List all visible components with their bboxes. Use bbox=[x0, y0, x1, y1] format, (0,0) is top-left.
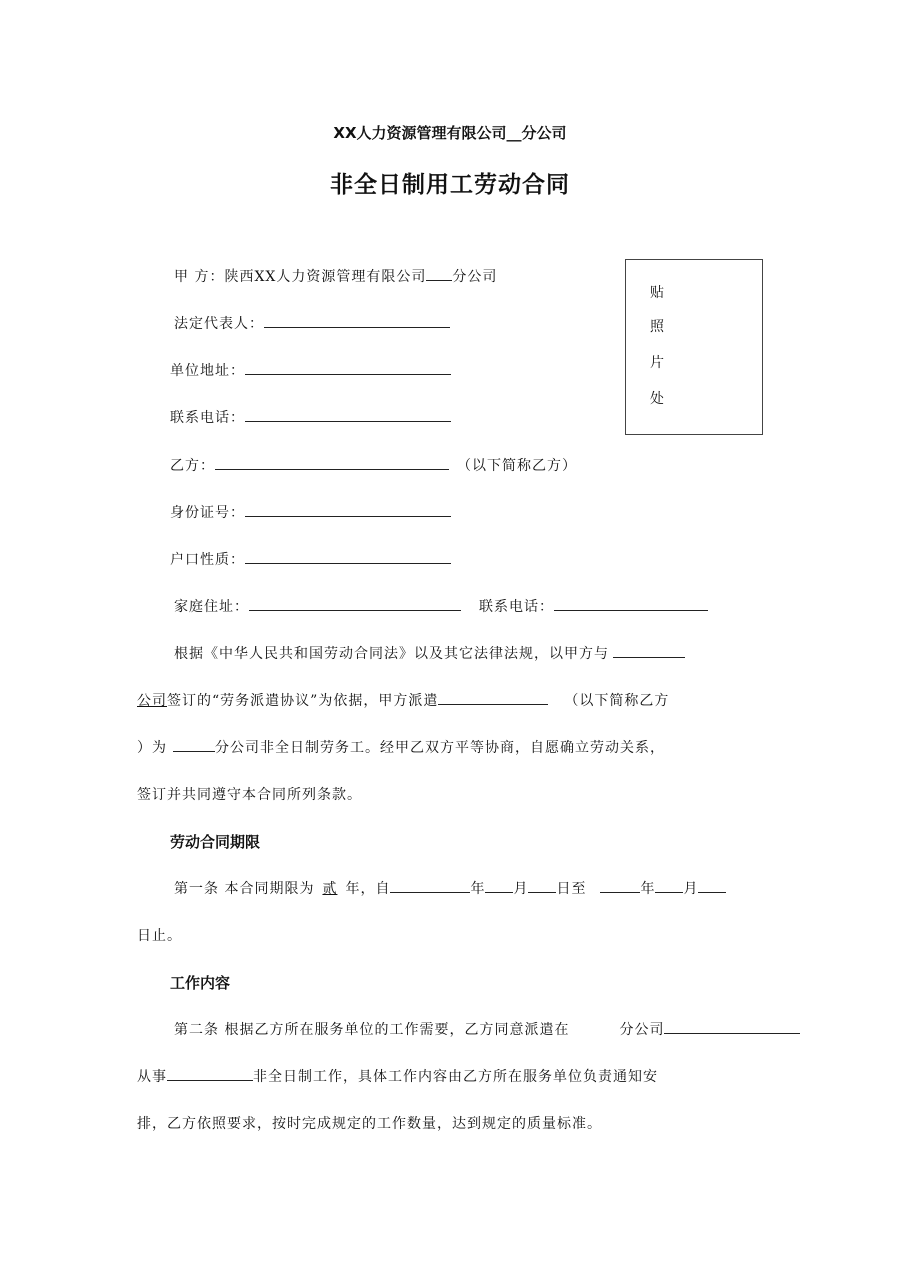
article-text: 年 bbox=[640, 881, 656, 897]
party-a-label: 甲 方：陕西XX人力资源管理有限公司 bbox=[174, 269, 427, 285]
end-day-blank[interactable] bbox=[698, 878, 726, 893]
hukou-label: 户口性质： bbox=[170, 552, 245, 568]
job-blank[interactable] bbox=[167, 1066, 253, 1081]
article-2-line-2 bbox=[137, 1066, 658, 1086]
legal-rep-field[interactable] bbox=[264, 313, 450, 328]
contract-title: 非全日制用工劳动合同 bbox=[330, 172, 570, 198]
article-text: 日至 bbox=[556, 881, 587, 897]
id-line bbox=[170, 502, 451, 522]
term-years[interactable]: 贰 bbox=[322, 881, 338, 897]
photo-box-char: 片 bbox=[650, 355, 664, 371]
home-field[interactable] bbox=[249, 596, 461, 611]
photo-box-char: 照 bbox=[650, 319, 664, 335]
preamble-line-1 bbox=[174, 643, 685, 663]
party-b-label: 乙方： bbox=[170, 458, 215, 474]
start-year-blank[interactable] bbox=[390, 878, 470, 893]
legal-rep-line bbox=[174, 313, 450, 333]
photo-box-char: 处 bbox=[650, 391, 664, 407]
party-b-line bbox=[170, 455, 577, 475]
home-label: 家庭住址： bbox=[174, 599, 249, 615]
preamble-text: 签订的“劳务派遣协议”为依据，甲方派遣 bbox=[167, 693, 439, 709]
article-1-end: 日止。 bbox=[137, 928, 182, 944]
company-blank[interactable] bbox=[613, 643, 685, 658]
branch-company-blank[interactable] bbox=[664, 1019, 800, 1034]
article-2-line-1 bbox=[174, 1019, 800, 1039]
preamble-line-4: 签订并共同遵守本合同所列条款。 bbox=[137, 787, 362, 803]
article-text: 从事 bbox=[137, 1069, 167, 1085]
home-line bbox=[174, 596, 708, 616]
section-heading-work: 工作内容 bbox=[170, 974, 231, 992]
article-text: 年，自 bbox=[345, 881, 391, 897]
address-line bbox=[170, 360, 451, 380]
photo-box-char: 贴 bbox=[650, 285, 664, 301]
hukou-line bbox=[170, 549, 451, 569]
phone-a-field[interactable] bbox=[245, 407, 451, 422]
article-2-line-3: 排，乙方依照要求，按时完成规定的工作数量，达到规定的质量标准。 bbox=[137, 1116, 602, 1132]
id-label: 身份证号： bbox=[170, 505, 245, 521]
preamble-text: 分公司非全日制劳务工。经甲乙双方平等协商，自愿确立劳动关系， bbox=[215, 740, 665, 756]
preamble-text: 公司 bbox=[137, 693, 167, 709]
preamble-line-3 bbox=[137, 737, 665, 757]
article-text: 月 bbox=[683, 881, 699, 897]
article-text: 第二条 根据乙方所在服务单位的工作需要，乙方同意派遣在 bbox=[174, 1022, 570, 1038]
photo-box bbox=[625, 259, 763, 435]
legal-rep-label: 法定代表人： bbox=[174, 316, 264, 332]
preamble-text: ）为 bbox=[137, 740, 167, 756]
article-text: 非全日制工作，具体工作内容由乙方所在服务单位负责通知安 bbox=[253, 1069, 658, 1085]
branch-blank[interactable] bbox=[426, 266, 452, 281]
end-month-blank[interactable] bbox=[655, 878, 683, 893]
end-year-blank[interactable] bbox=[600, 878, 640, 893]
branch-blank-2[interactable] bbox=[173, 737, 215, 752]
article-text: 年 bbox=[470, 881, 486, 897]
id-field[interactable] bbox=[245, 502, 451, 517]
hukou-field[interactable] bbox=[245, 549, 451, 564]
article-1-line bbox=[174, 878, 726, 898]
phone-a-label: 联系电话： bbox=[170, 410, 245, 426]
preamble-text: （以下简称乙方 bbox=[564, 693, 670, 709]
preamble-text: 根据《中华人民共和国劳动合同法》以及其它法律法规，以甲方与 bbox=[174, 646, 609, 662]
start-month-blank[interactable] bbox=[485, 878, 513, 893]
address-label: 单位地址： bbox=[170, 363, 245, 379]
company-title: XX人力资源管理有限公司__分公司 bbox=[333, 124, 567, 142]
party-a-suffix: 分公司 bbox=[452, 269, 498, 285]
article-text: 月 bbox=[513, 881, 529, 897]
party-b-note: （以下简称乙方） bbox=[457, 458, 577, 474]
start-day-blank[interactable] bbox=[528, 878, 556, 893]
section-heading-term: 劳动合同期限 bbox=[170, 833, 261, 851]
party-a-line bbox=[174, 266, 497, 286]
article-text: 第一条 本合同期限为 bbox=[174, 881, 315, 897]
dispatch-blank[interactable] bbox=[438, 690, 548, 705]
article-text: 分公司 bbox=[619, 1022, 665, 1038]
preamble-line-2 bbox=[137, 690, 669, 710]
phone-b-field[interactable] bbox=[554, 596, 708, 611]
phone-b-label: 联系电话： bbox=[479, 599, 554, 615]
party-b-field[interactable] bbox=[215, 455, 449, 470]
phone-a-line bbox=[170, 407, 451, 427]
address-field[interactable] bbox=[245, 360, 451, 375]
